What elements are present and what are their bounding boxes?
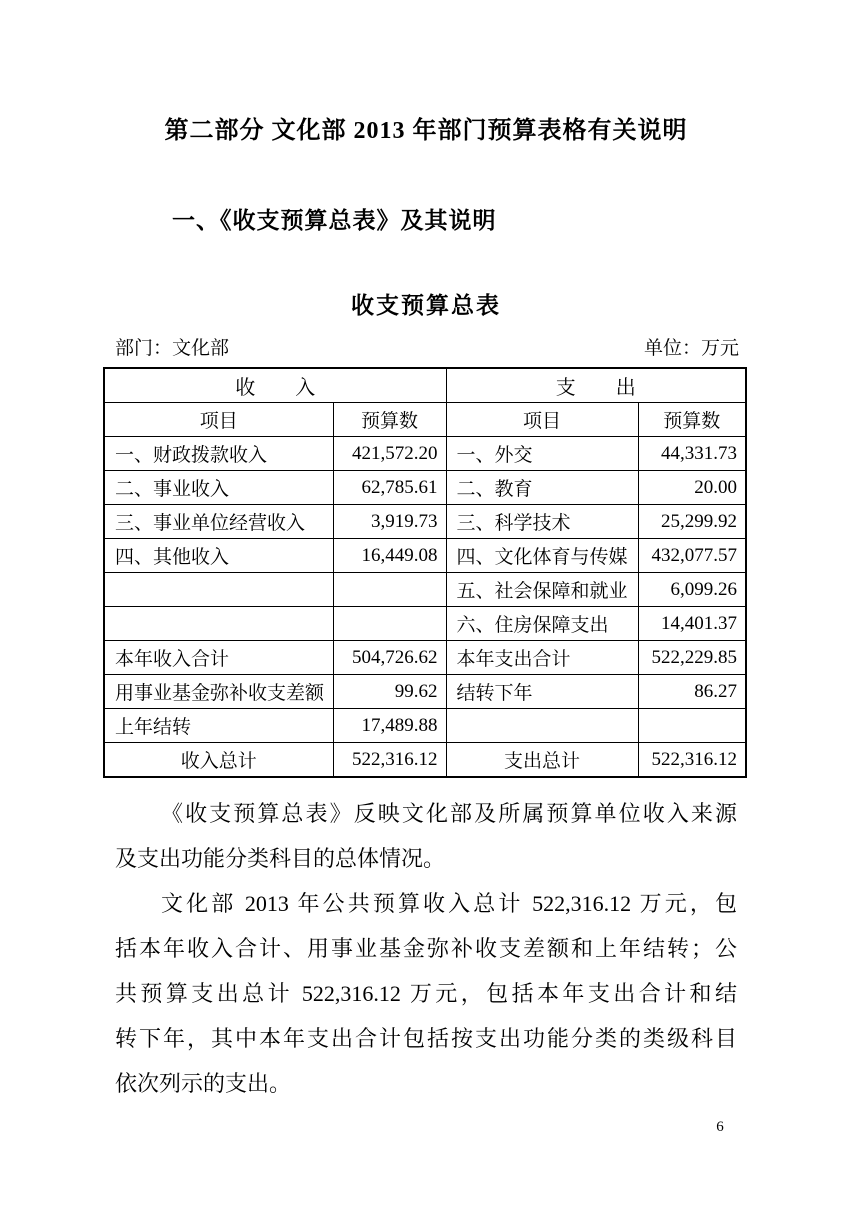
expense-item-column-header: 项目: [446, 403, 638, 437]
income-group-header: 收 入: [104, 368, 446, 403]
expense-budget-column-header: 预算数: [638, 403, 746, 437]
income-item-cell: 上年结转: [104, 709, 333, 743]
table-row: [104, 709, 746, 743]
paragraph-line: 及支出功能分类科目的总体情况。: [115, 846, 446, 871]
table-row: [104, 607, 746, 641]
income-item-cell: 四、其他收入: [104, 539, 333, 573]
income-value-cell: 16,449.08: [333, 539, 446, 573]
expense-item-cell: 三、科学技术: [446, 505, 638, 539]
expense-item-cell: 一、外交: [446, 437, 638, 471]
table-row: [104, 641, 746, 675]
income-item-cell: 一、财政拨款收入: [104, 437, 333, 471]
page-number: 6: [716, 1119, 724, 1135]
income-value-cell: [333, 573, 446, 607]
paragraph-line: 文化部 2013 年公共预算收入总计 522,316.12 万元，包: [161, 891, 737, 916]
unit-label: 单位：万元: [643, 338, 739, 359]
expense-item-cell: [446, 709, 638, 743]
table-meta: [103, 333, 745, 360]
expense-value-cell: 44,331.73: [638, 437, 746, 471]
expense-item-cell: 二、教育: [446, 471, 638, 505]
paragraph-line: 共预算支出总计 522,316.12 万元，包括本年支出合计和结: [115, 981, 737, 1006]
income-budget-column-header: 预算数: [333, 403, 446, 437]
department-label: 部门：文化部: [115, 338, 230, 359]
expense-value-cell: 522,229.85: [638, 641, 746, 675]
expense-item-cell: 本年支出合计: [446, 641, 638, 675]
income-item-column-header: 项目: [104, 403, 333, 437]
expense-value-cell: 25,299.92: [638, 505, 746, 539]
section-heading: 一、《收支预算总表》及其说明: [172, 208, 497, 233]
income-item-cell: 二、事业收入: [104, 471, 333, 505]
income-value-cell: 504,726.62: [333, 641, 446, 675]
expense-value-cell: 20.00: [638, 471, 746, 505]
expense-value-cell: 432,077.57: [638, 539, 746, 573]
income-item-cell: [104, 573, 333, 607]
paragraph-line: 《收支预算总表》反映文化部及所属预算单位收入来源: [161, 801, 737, 826]
document-title: 第二部分 文化部 2013 年部门预算表格有关说明: [164, 118, 688, 144]
table-group-header-row: [104, 368, 746, 403]
paragraph-line: 转下年，其中本年支出合计包括按支出功能分类的类级科目: [115, 1026, 737, 1051]
expense-item-cell: 支出总计: [446, 743, 638, 778]
budget-table-body: [104, 437, 746, 778]
income-value-cell: 3,919.73: [333, 505, 446, 539]
paragraph-line: 依次列示的支出。: [115, 1071, 292, 1096]
table-row: [104, 437, 746, 471]
table-row: [104, 539, 746, 573]
budget-table: [103, 367, 747, 778]
income-value-cell: 522,316.12: [333, 743, 446, 778]
income-value-cell: 421,572.20: [333, 437, 446, 471]
explanatory-text: [115, 791, 737, 1106]
expense-item-cell: 四、文化体育与传媒: [446, 539, 638, 573]
expense-item-cell: 结转下年: [446, 675, 638, 709]
expense-value-cell: 14,401.37: [638, 607, 746, 641]
expense-value-cell: 522,316.12: [638, 743, 746, 778]
table-row: [104, 505, 746, 539]
expense-group-header: 支 出: [446, 368, 746, 403]
income-value-cell: [333, 607, 446, 641]
income-item-cell: 收入总计: [104, 743, 333, 778]
income-item-cell: [104, 607, 333, 641]
table-row: [104, 573, 746, 607]
table-row: [104, 675, 746, 709]
income-value-cell: 62,785.61: [333, 471, 446, 505]
income-item-cell: 本年收入合计: [104, 641, 333, 675]
table-column-header-row: [104, 403, 746, 437]
expense-item-cell: 五、社会保障和就业: [446, 573, 638, 607]
income-item-cell: 三、事业单位经营收入: [104, 505, 333, 539]
table-total-row: [104, 743, 746, 778]
paragraph-line: 括本年收入合计、用事业基金弥补收支差额和上年结转；公: [115, 936, 737, 961]
income-value-cell: 99.62: [333, 675, 446, 709]
expense-value-cell: 86.27: [638, 675, 746, 709]
income-value-cell: 17,489.88: [333, 709, 446, 743]
expense-value-cell: 6,099.26: [638, 573, 746, 607]
expense-item-cell: 六、住房保障支出: [446, 607, 638, 641]
table-title: 收支预算总表: [351, 293, 501, 318]
expense-value-cell: [638, 709, 746, 743]
table-row: [104, 471, 746, 505]
income-item-cell: 用事业基金弥补收支差额: [104, 675, 333, 709]
